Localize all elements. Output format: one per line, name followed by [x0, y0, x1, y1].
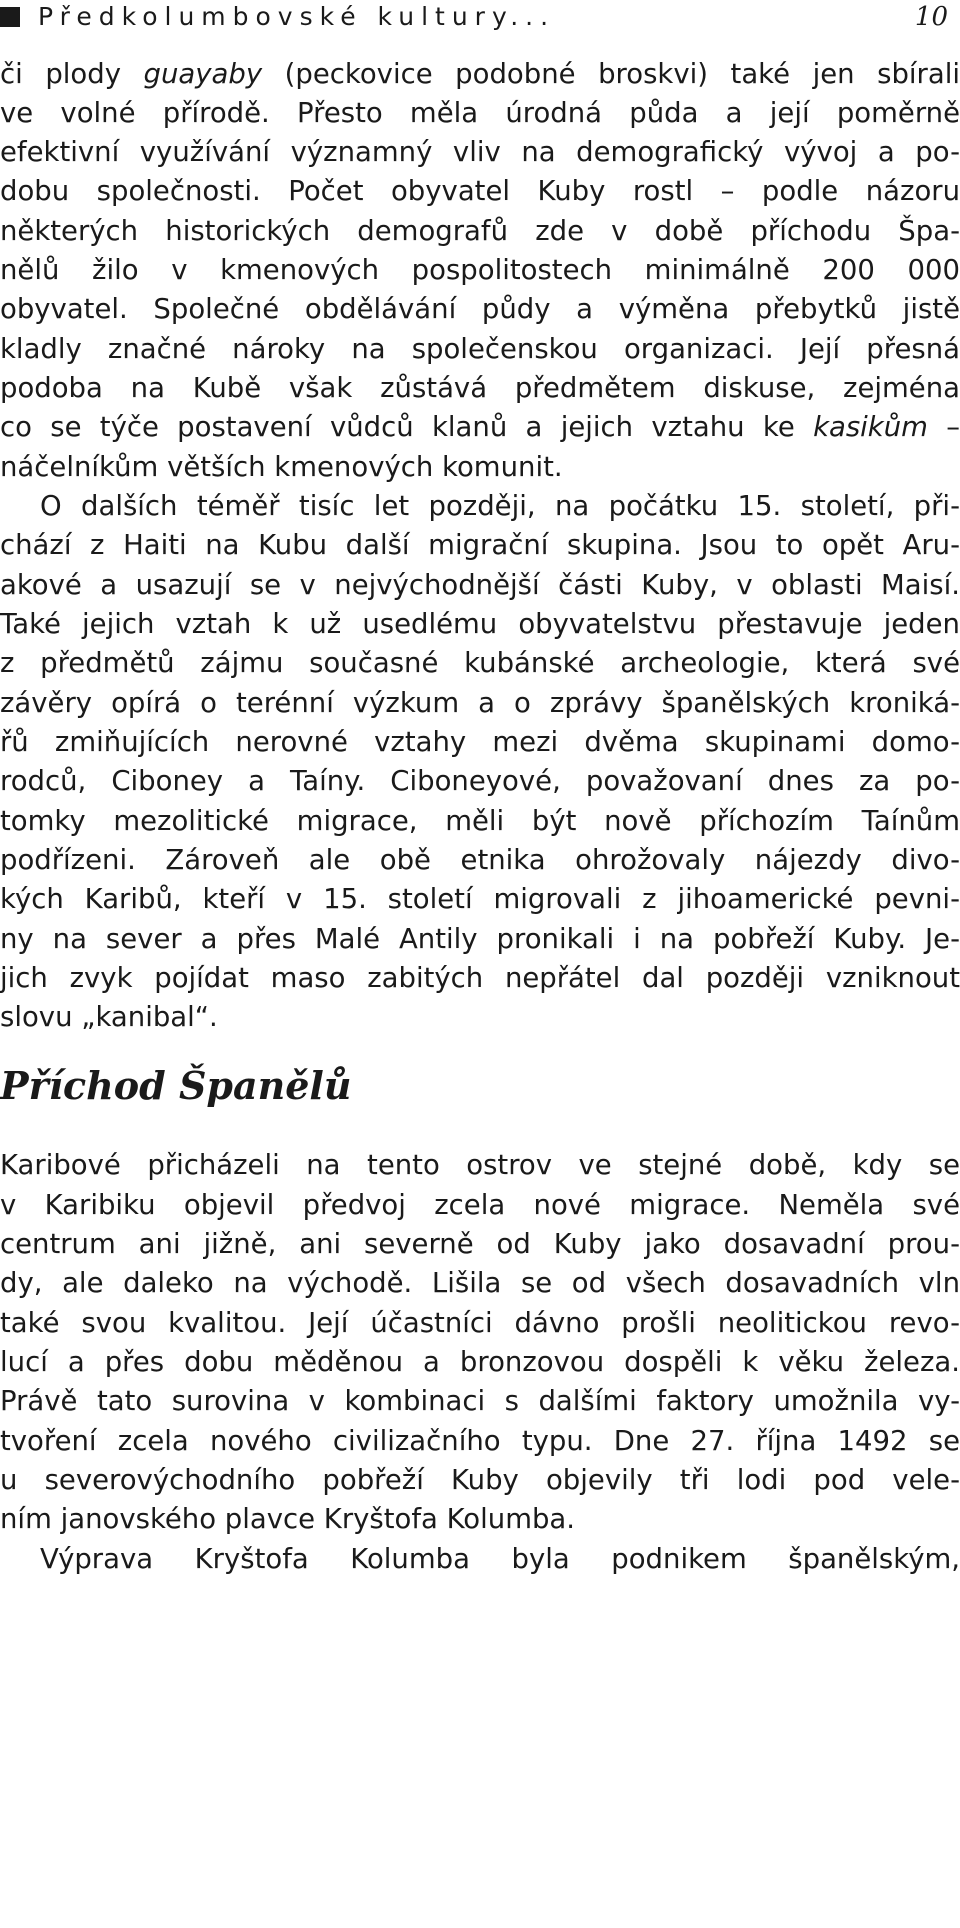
text-line: dobu společnosti. Počet obyvatel Kuby rostl – podle názoru [0, 175, 960, 207]
text-line: některých historických demografů zde v době příchodu Špa- [0, 215, 960, 247]
running-header [0, 0, 960, 34]
text-line: efektivní využívání významný vliv na demografický vývoj a po- [0, 136, 960, 168]
text-line: Také jejich vztah k už usedlému obyvatelstvu přestavuje jeden [0, 608, 960, 640]
text-line: tomky mezolitické migrace, měli být nově příchozím Taínům [0, 805, 960, 837]
text-line: ním janovského plavce Kryštofa Kolumba. [0, 1503, 576, 1535]
text-line: nělů žilo v kmenových pospolitostech minimálně 200 000 [0, 254, 960, 286]
text-line: rodců, Ciboney a Taíny. Ciboneyové, považovaní dnes za po- [0, 765, 960, 797]
text-line: co se týče postavení vůdců klanů a jejich vztahu ke kasikům – [0, 411, 960, 443]
italic-term: kasikům [813, 411, 928, 443]
text-line: řů zmiňujících nerovné vztahy mezi dvěma skupinami domo- [0, 726, 960, 758]
text-line: kých Karibů, kteří v 15. století migrovali z jihoamerické pevni- [0, 883, 960, 915]
text-line: v Karibiku objevil předvoj zcela nové migrace. Neměla své [0, 1189, 960, 1221]
text-line: ny na sever a přes Malé Antily pronikali i na pobřeží Kuby. Je- [0, 923, 960, 955]
page-number: 10 [914, 2, 948, 32]
text-line: slovu „kanibal“. [0, 1001, 218, 1033]
section-heading: Příchod Španělů [0, 1063, 352, 1108]
text-line: z předmětů zájmu současné kubánské archeologie, která své [0, 647, 960, 679]
text-line: závěry opírá o terénní výzkum a o zprávy španělských kroniká- [0, 687, 960, 719]
text-line: Výprava Kryštofa Kolumba byla podnikem španělským, [40, 1543, 960, 1575]
text-line: akové a usazují se v nejvýchodnější části Kuby, v oblasti Maisí. [0, 569, 960, 601]
text-line: podřízeni. Zároveň ale obě etnika ohrožovaly nájezdy divo- [0, 844, 960, 876]
text-line: Karibové přicházeli na tento ostrov ve stejné době, kdy se [0, 1149, 960, 1181]
text-line: dy, ale daleko na východě. Lišila se od všech dosavadních vln [0, 1267, 960, 1299]
text-line: také svou kvalitou. Její účastníci dávno prošli neolitickou revo- [0, 1307, 960, 1339]
running-title: Předkolumbovské kultury... [38, 2, 556, 31]
text-line: lucí a přes dobu měděnou a bronzovou dospěli k věku železa. [0, 1346, 960, 1378]
text-line: Právě tato surovina v kombinaci s dalšími faktory umožnila vy- [0, 1385, 960, 1417]
text-line: O dalších téměř tisíc let později, na počátku 15. století, při- [40, 490, 960, 522]
text-line: centrum ani jižně, ani severně od Kuby jako dosavadní prou- [0, 1228, 960, 1260]
text-line: u severovýchodního pobřeží Kuby objevily tři lodi pod vele- [0, 1464, 960, 1496]
square-bullet-icon [0, 7, 20, 27]
text-line: náčelníkům větších kmenových komunit. [0, 451, 563, 483]
text-line: tvoření zcela nového civilizačního typu. Dne 27. října 1492 se [0, 1425, 960, 1457]
text-line: kladly značné nároky na společenskou organizaci. Její přesná [0, 333, 960, 365]
text-line: ve volné přírodě. Přesto měla úrodná půda a její poměrně [0, 97, 960, 129]
italic-term: guayaby [143, 58, 263, 90]
text-line: jich zvyk pojídat maso zabitých nepřátel dal později vzniknout [0, 962, 960, 994]
text-line: chází z Haiti na Kubu další migrační skupina. Jsou to opět Aru- [0, 529, 960, 561]
text-line: či plody guayaby (peckovice podobné broskvi) také jen sbírali [0, 58, 960, 90]
text-line: obyvatel. Společné obdělávání půdy a výměna přebytků jistě [0, 293, 960, 325]
text-line: podoba na Kubě však zůstává předmětem diskuse, zejména [0, 372, 960, 404]
